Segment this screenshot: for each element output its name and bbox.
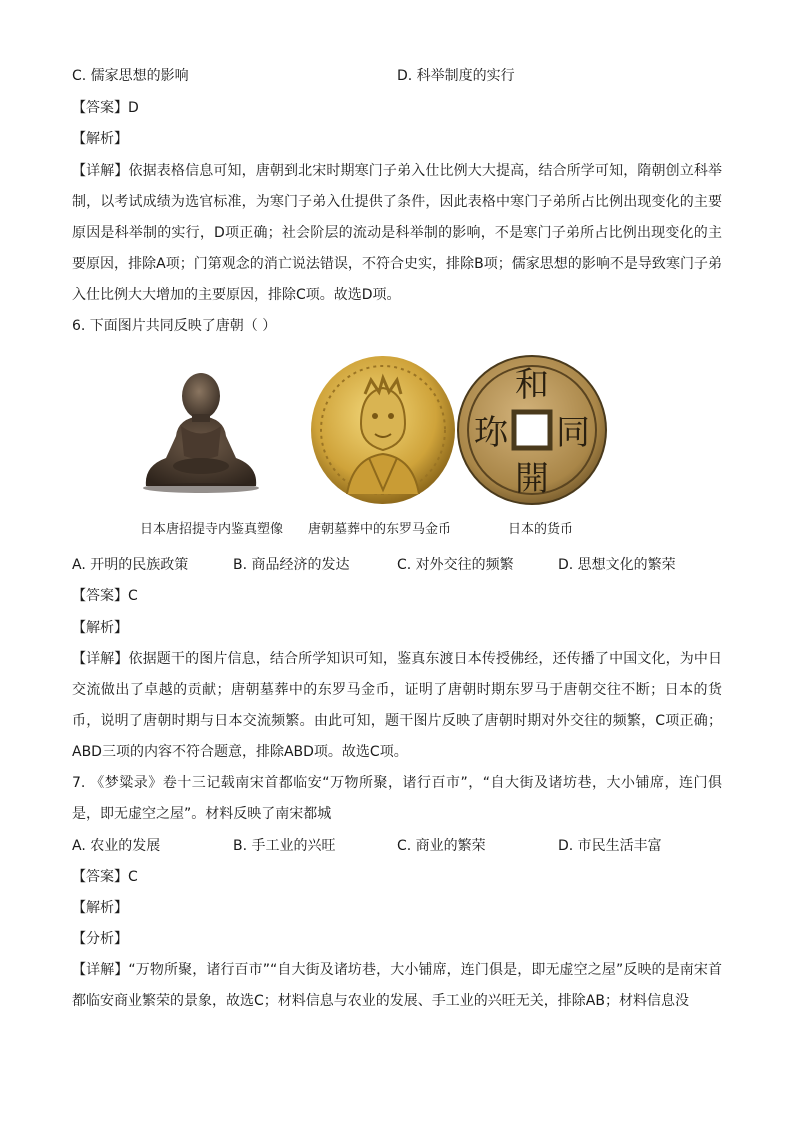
q6-images: [72, 354, 722, 544]
coin-char-right: 同: [556, 413, 590, 453]
q7-analysis-label: 【解析】: [72, 900, 128, 916]
roman-gold-coin-image: [309, 354, 457, 506]
q6-analysis-label: 【解析】: [72, 620, 128, 636]
caption-statue: 日本唐招提寺内鉴真塑像: [140, 522, 284, 537]
coin-char-bottom: 開: [515, 459, 549, 499]
q7-options-row: [72, 836, 722, 856]
q6-option-d: D. 思想文化的繁荣: [558, 557, 676, 573]
q5-detail: 【详解】依据表格信息可知，唐朝到北宋时期寒门子弟入仕比例大大提高，结合所学可知，隋朝创立科举制，以考试成绩为选官标准，为寒门子弟入仕提供了条件，因此表格中寒门子弟所占比例出现变化的主要原因是科举制的实行，D项正确；社会阶层的流动是科举制的影响，不是寒门子弟所占比例出现变化的主要原因，排除A项；门第观念的消亡说法错误，不符合史实，排除B项；儒家思想的影响不是导致寒门子弟入仕比例大大增加的主要原因，排除C项。故选D项。: [72, 163, 722, 303]
q5-options-row: [72, 66, 722, 86]
q7-stem: 7. 《梦粱录》卷十三记载南宋首都临安“万物所聚，诸行百市”，“自大街及诸坊巷，大小铺席，连门俱是，即无虚空之屋”。材料反映了南宋都城: [72, 775, 722, 822]
q6-detail: 【详解】依据题干的图片信息，结合所学知识可知，鉴真东渡日本传授佛经，还传播了中国文化，为中日交流做出了卓越的贡献；唐朝墓葬中的东罗马金币，证明了唐朝时期东罗马于唐朝交往不断；日本的货币，说明了唐朝时期与日本交流频繁。由此可知，题干图片反映了唐朝时期对外交往的频繁，C项正确；ABD三项的内容不符合题意，排除ABD项。故选C项。: [72, 651, 722, 760]
coin-char-top: 和: [515, 365, 549, 405]
coin-char-left: 珎: [474, 413, 508, 453]
q6-stem: 6. 下面图片共同反映了唐朝（ ）: [72, 318, 277, 334]
q5-option-c: C. 儒家思想的影响: [72, 68, 189, 84]
q5-answer: 【答案】D: [72, 100, 139, 116]
q7-answer: 【答案】C: [72, 869, 138, 885]
q7-option-c: C. 商业的繁荣: [397, 838, 486, 854]
q7-detail: 【详解】“万物所聚，诸行百市”“自大街及诸坊巷，大小铺席，连门俱是，即无虚空之屋”反映的是南宋首都临安商业繁荣的景象，故选C；材料信息与农业的发展、手工业的兴旺无关，排除AB；材料信息没: [72, 962, 722, 1009]
q5-analysis-label: 【解析】: [72, 131, 128, 147]
q6-answer: 【答案】C: [72, 588, 138, 604]
q6-option-c: C. 对外交往的频繁: [397, 557, 514, 573]
q7-option-b: B. 手工业的兴旺: [233, 838, 336, 854]
caption-japan-coin: 日本的货币: [508, 522, 574, 537]
q6-option-b: B. 商品经济的发达: [233, 557, 350, 573]
q6-option-a: A. 开明的民族政策: [72, 557, 189, 573]
jianzhen-statue-image: [136, 366, 266, 494]
q7-option-a: A. 农业的发展: [72, 838, 161, 854]
q7-option-d: D. 市民生活丰富: [558, 838, 662, 854]
q6-options-row: [72, 555, 722, 575]
q5-option-d: D. 科举制度的实行: [397, 68, 515, 84]
wado-kaichin-coin-image: [455, 354, 609, 506]
q7-fenxi-label: 【分析】: [72, 931, 128, 947]
caption-gold-coin: 唐朝墓葬中的东罗马金币: [308, 522, 452, 537]
